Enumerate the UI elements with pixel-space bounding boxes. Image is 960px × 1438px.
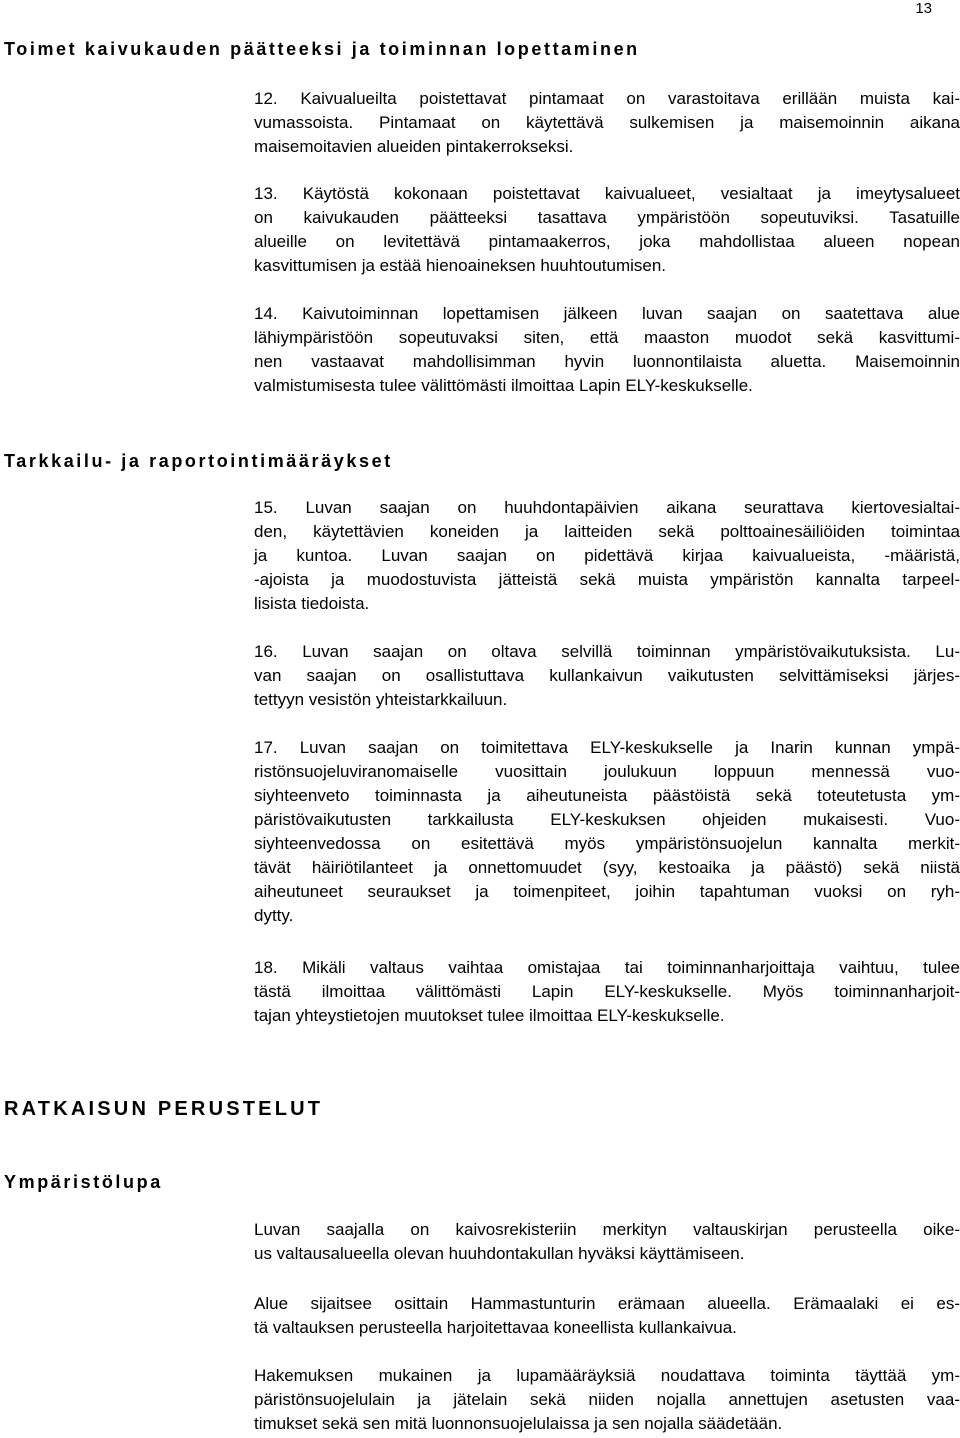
text-line: den, käytettävien koneiden ja laitteiden sekä polttoainesäiliöiden toimintaa: [254, 522, 960, 541]
text-line: dytty.: [254, 906, 294, 925]
text-line: lähiympäristöön sopeutuvaksi siten, että maaston muodot sekä kasvittumi-: [254, 328, 960, 347]
section-heading-tarkkailu: Tarkkailu- ja raportointimääräykset: [4, 451, 393, 471]
paragraph-ymparistolupa-2: [254, 1292, 960, 1340]
paragraph-15: [254, 496, 960, 616]
text-line: Luvan saajalla on kaivosrekisteriin merkityn valtauskirjan perusteella oike-: [254, 1220, 960, 1239]
section-heading-ratkaisun-perustelut: RATKAISUN PERUSTELUT: [4, 1098, 324, 1120]
text-line: ristönsuojeluviranomaiselle vuosittain joulukuun loppuun mennessä vuo-: [254, 762, 960, 781]
text-line: tä valtauksen perusteella harjoitettavaa koneellista kullankaivua.: [254, 1318, 737, 1337]
text-line: 12. Kaivualueilta poistettavat pintamaat on varastoitava erillään muista kai-: [254, 89, 960, 108]
text-line: siyhteenveto toiminnasta ja aiheutuneista päästöistä sekä toteutetusta ym-: [254, 786, 960, 805]
paragraph-16: [254, 640, 960, 712]
paragraph-13: [254, 182, 960, 278]
text-line: vumassoista. Pintamaat on käytettävä sulkemisen ja maisemoinnin aikana: [254, 113, 960, 132]
text-line: tästä ilmoittaa välittömästi Lapin ELY-keskukselle. Myös toiminnanharjoit-: [254, 982, 960, 1001]
paragraph-12: [254, 87, 960, 159]
text-line: päristövaikutusten tarkkailusta ELY-keskuksen ohjeiden mukaisesti. Vuo-: [254, 810, 960, 829]
text-line: Hakemuksen mukainen ja lupamääräyksiä noudattava toiminta täyttää ym-: [254, 1366, 960, 1385]
text-line: -ajoista ja muodostuvista jätteistä sekä muista ympäristön kannalta tarpeel-: [254, 570, 960, 589]
text-line: maisemoitavien alueiden pintakerrokseksi.: [254, 137, 574, 156]
text-line: 15. Luvan saajan on huuhdontapäivien aikana seurattava kiertovesialtai-: [254, 498, 960, 517]
paragraph-17: [254, 736, 960, 928]
text-line: Alue sijaitsee osittain Hammastunturin erämaan alueella. Erämaalaki ei es-: [254, 1294, 960, 1313]
text-line: lisista tiedoista.: [254, 594, 370, 613]
text-line: tettyyn vesistön yhteistarkkailuun.: [254, 690, 508, 709]
text-line: us valtausalueella olevan huuhdontakullan hyväksi käyttämiseen.: [254, 1244, 745, 1263]
text-line: on kaivukauden päätteeksi tasattava ympäristöön sopeutuviksi. Tasatuille: [254, 208, 960, 227]
text-line: kasvittumisen ja estää hienoaineksen huuhtoutumisen.: [254, 256, 667, 275]
text-line: 14. Kaivutoiminnan lopettamisen jälkeen luvan saajan on saatettava alue: [254, 304, 960, 323]
text-line: valmistumisesta tulee välittömästi ilmoittaa Lapin ELY-keskukselle.: [254, 376, 753, 395]
text-line: timukset sekä sen mitä luonnonsuojelulaissa ja sen nojalla säädetään.: [254, 1414, 783, 1433]
text-line: aiheutuneet seuraukset ja toimenpiteet, joihin tapahtuman vuoksi on ryh-: [254, 882, 960, 901]
text-line: ja kuntoa. Luvan saajan on pidettävä kirjaa kaivualueista, -määristä,: [254, 546, 960, 565]
paragraph-14: [254, 302, 960, 398]
text-line: 17. Luvan saajan on toimitettava ELY-keskukselle ja Inarin kunnan ympä-: [254, 738, 960, 757]
paragraph-ymparistolupa-1: [254, 1218, 960, 1266]
text-line: van saajan on osallistuttava kullankaivun vaikutusten selvittämiseksi järjes-: [254, 666, 960, 685]
text-line: 18. Mikäli valtaus vaihtaa omistajaa tai toiminnanharjoittaja vaihtuu, tulee: [254, 958, 960, 977]
section-heading-toimet: Toimet kaivukauden päätteeksi ja toiminnan lopettaminen: [4, 39, 640, 59]
paragraph-18: [254, 956, 960, 1028]
text-line: alueille on levitettävä pintamaakerros, joka mahdollistaa alueen nopean: [254, 232, 960, 251]
text-line: siyhteenvedossa on esitettävä myös ympäristönsuojelun kannalta merkit-: [254, 834, 960, 853]
text-line: tajan yhteystietojen muutokset tulee ilmoittaa ELY-keskukselle.: [254, 1006, 725, 1025]
text-line: päristönsuojelulain ja jätelain sekä niiden nojalla annettujen asetusten vaa-: [254, 1390, 960, 1409]
section-heading-ymparistolupa: Ympäristölupa: [4, 1172, 163, 1192]
text-line: 13. Käytöstä kokonaan poistettavat kaivualueet, vesialtaat ja imeytysalueet: [254, 184, 960, 203]
text-line: 16. Luvan saajan on oltava selvillä toiminnan ympäristövaikutuksista. Lu-: [254, 642, 960, 661]
page-number: 13: [915, 0, 932, 17]
text-line: tävät häiriötilanteet ja onnettomuudet (syy, kestoaika ja päästö) sekä niistä: [254, 858, 960, 877]
paragraph-ymparistolupa-3: [254, 1364, 960, 1436]
text-line: nen vastaavat mahdollisimman hyvin luonnontilaista aluetta. Maisemoinnin: [254, 352, 960, 371]
